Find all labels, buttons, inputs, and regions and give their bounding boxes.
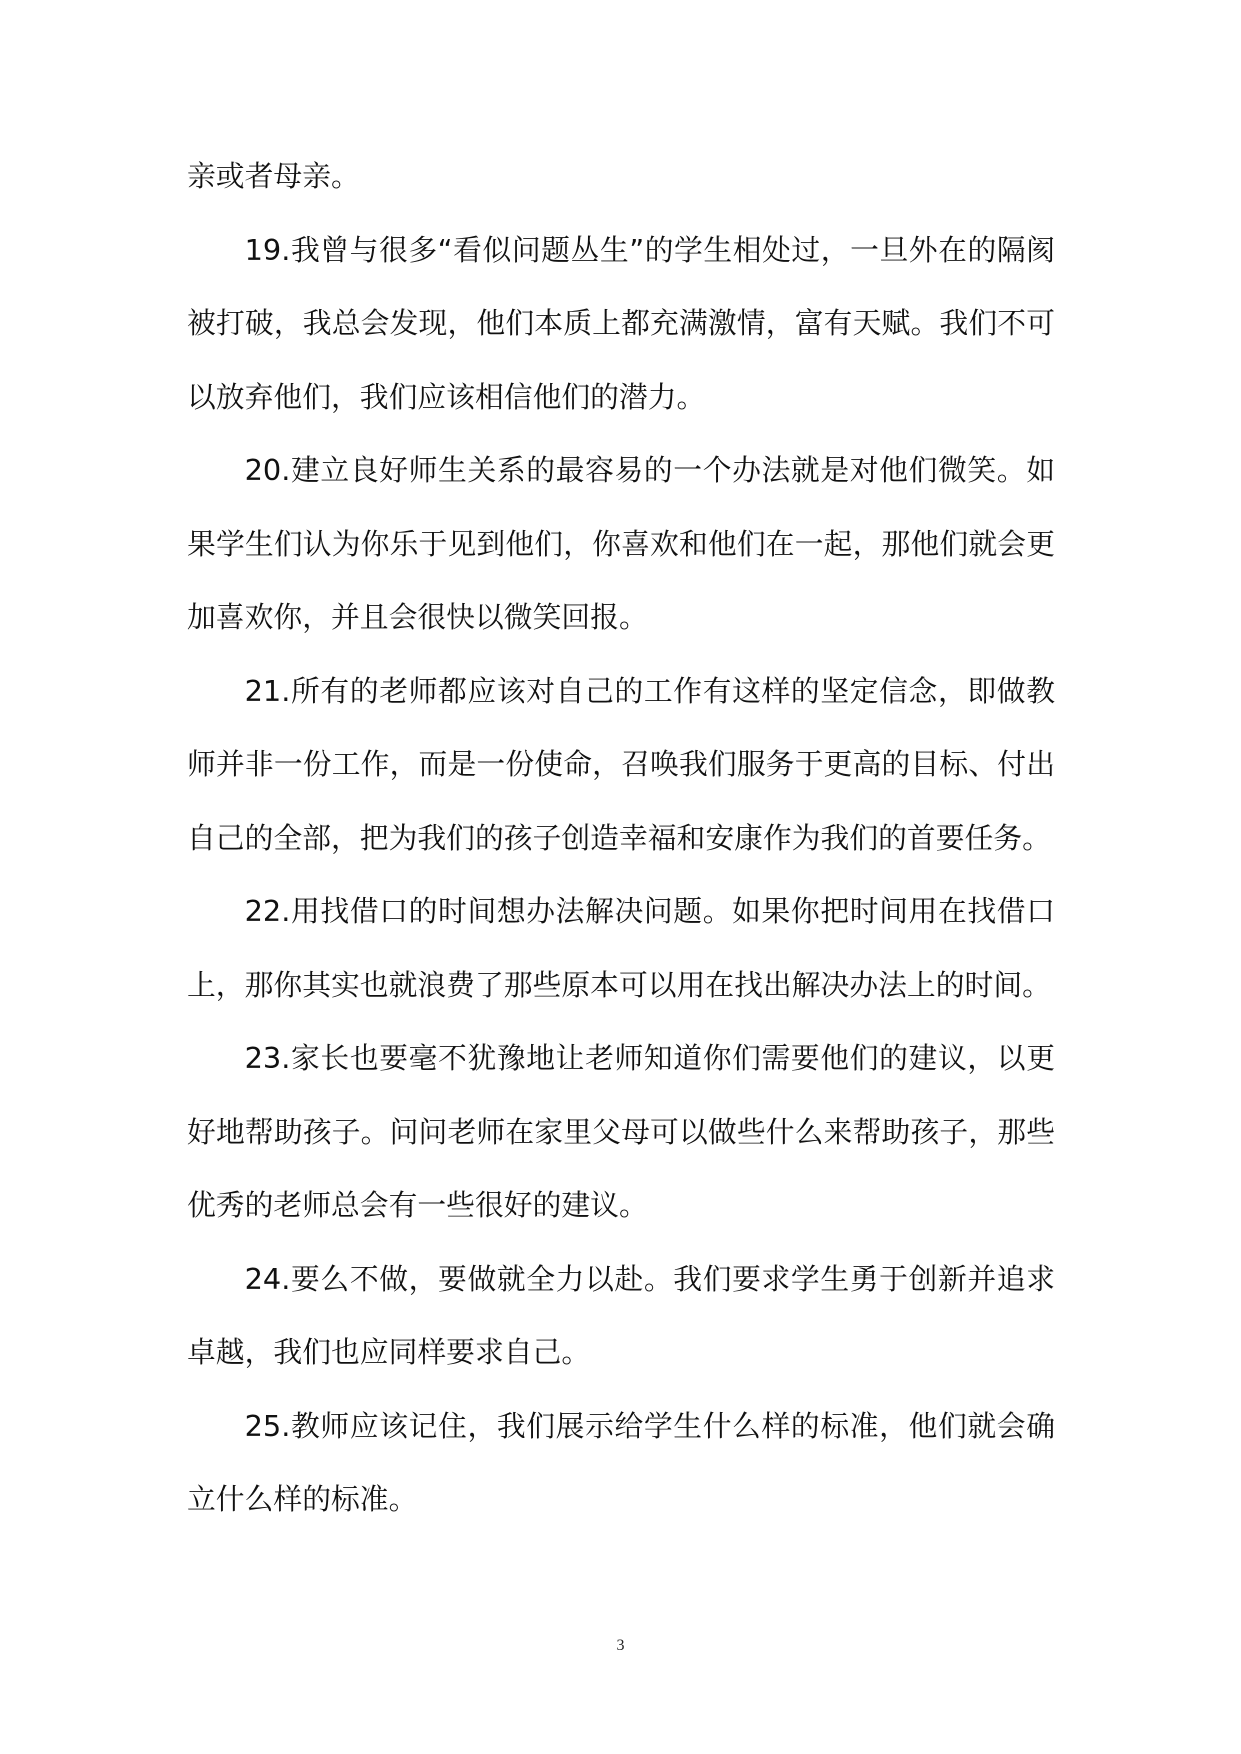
paragraph-item-24: 24.要么不做，要做就全力以赴。我们要求学生勇于创新并追求卓越，我们也应同样要求自己。 [187,1261,1055,1369]
paragraph-item-20: 20.建立良好师生关系的最容易的一个办法就是对他们微笑。如果学生们认为你乐于见到他们，你喜欢和他们在一起，那他们就会更加喜欢你，并且会很快以微笑回报。 [187,453,1055,634]
paragraph-continuation: 亲或者母亲。 [187,159,360,193]
paragraph-item-21: 21.所有的老师都应该对自己的工作有这样的坚定信念，即做教师并非一份工作，而是一份使命，召唤我们服务于更高的目标、付出自己的全部，把为我们的孩子创造幸福和安康作为我们的首要任务。 [187,673,1055,855]
paragraph-item-25: 25.教师应该记住，我们展示给学生什么样的标准，他们就会确立什么样的标准。 [187,1408,1055,1516]
paragraph-item-22: 22.用找借口的时间想办法解决问题。如果你把时间用在找借口上，那你其实也就浪费了那些原本可以用在找出解决办法上的时间。 [187,894,1055,1002]
paragraph-item-19: 19.我曾与很多“看似问题丛生”的学生相处过，一旦外在的隔阂被打破，我总会发现，他们本质上都充满激情，富有天赋。我们不可以放弃他们，我们应该相信他们的潜力。 [187,232,1055,414]
paragraph-item-23: 23.家长也要毫不犹豫地让老师知道你们需要他们的建议，以更好地帮助孩子。问问老师在家里父母可以做些什么来帮助孩子，那些优秀的老师总会有一些很好的建议。 [187,1041,1055,1222]
page-number: 3 [616,1637,625,1654]
document-body [187,140,1055,1537]
